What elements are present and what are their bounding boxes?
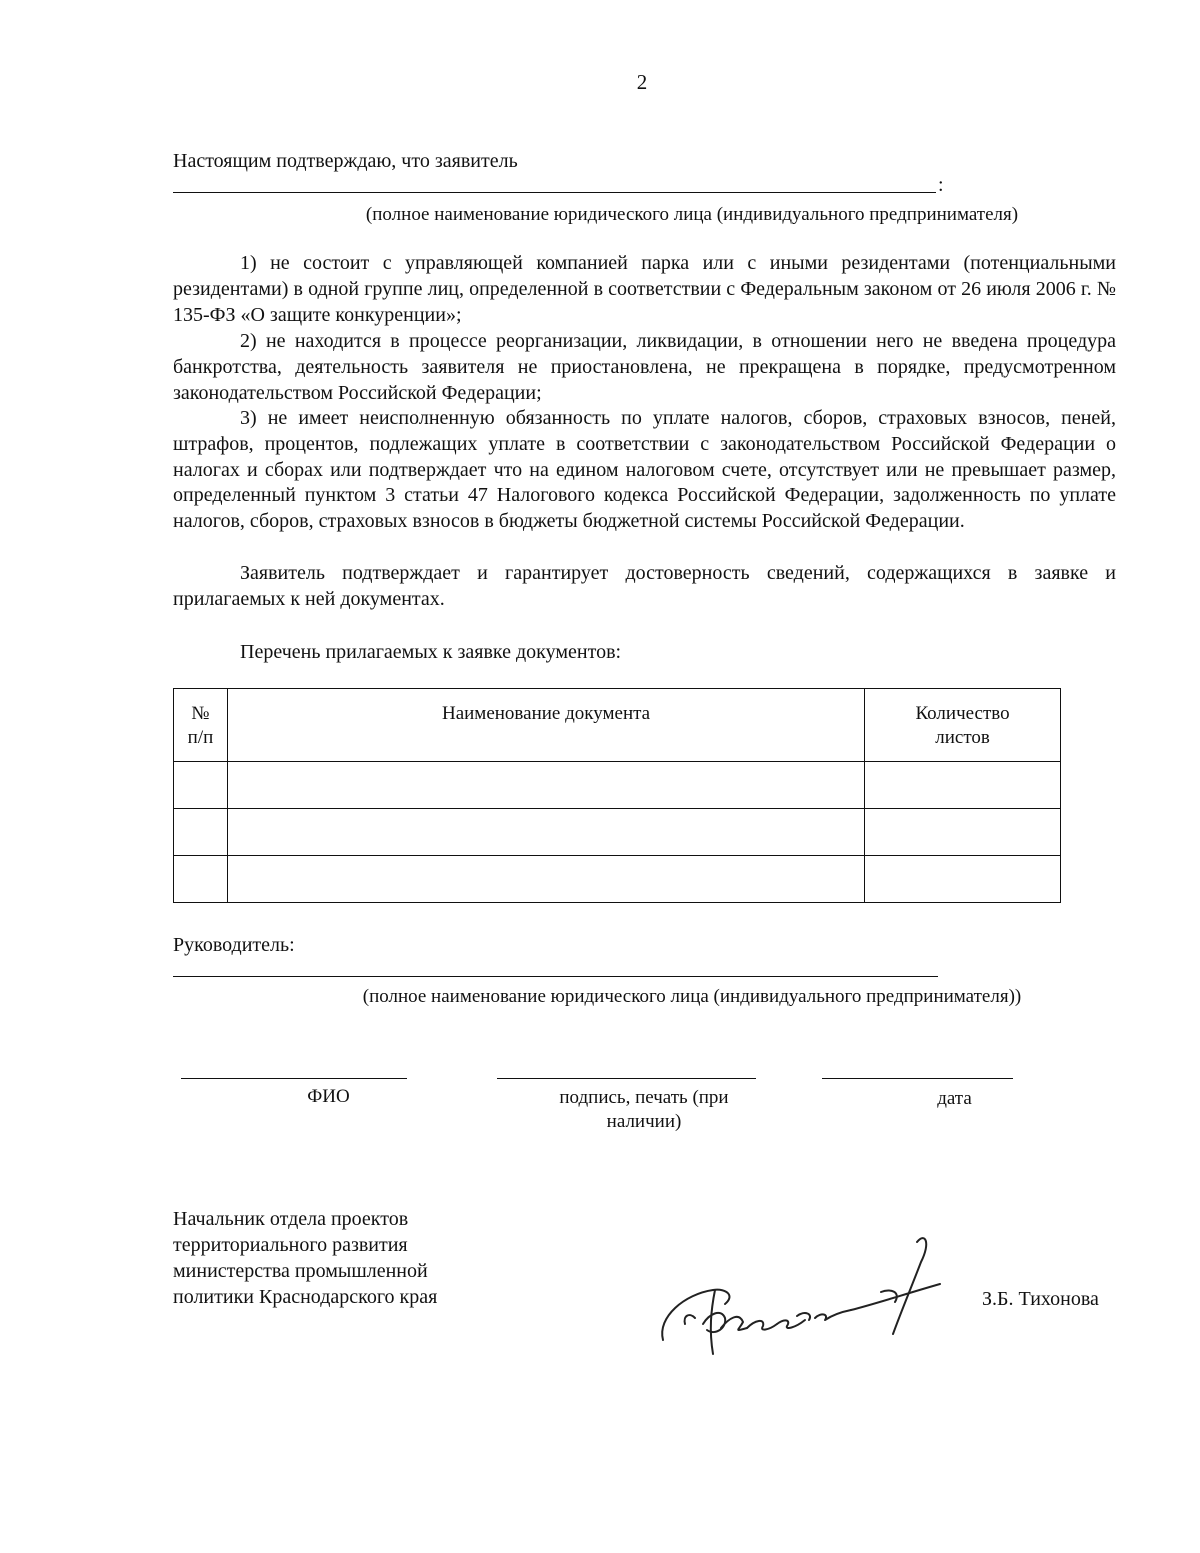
column-header-sheet-count <box>865 689 1061 762</box>
table-cell[interactable] <box>227 856 864 903</box>
column-header-sheet-count-text: Количество листов <box>915 703 1010 748</box>
documents-table <box>173 688 1061 903</box>
paragraph-3: 3) не имеет неисполненную обязанность по уплате налогов, сборов, страховых взносов, пеней, штрафов, процентов, подлежащих уплате в соответствии с законодательством Российской Федерации о налогах и сборах или подтверждает что на едином налоговом счете, отсутствует или не превышает размер, определенный пунктом 3 статьи 47 Налогового кодекса Российской Федерации, задолженность по уплате налогов, сборов, страховых взносов в бюджеты бюджетной системы Российской Федерации. <box>173 407 1116 533</box>
fio-label: ФИО <box>307 1086 350 1107</box>
column-header-number-text: № п/п <box>187 703 214 748</box>
table-cell[interactable] <box>174 809 228 856</box>
intro-text: Настоящим подтверждаю, что заявитель <box>173 150 518 172</box>
applicant-name-line <box>173 192 936 193</box>
table-row <box>174 762 1061 809</box>
column-header-number <box>174 689 228 762</box>
signer-position-line: территориального развития <box>173 1234 408 1256</box>
signer-position-line: Начальник отдела проектов <box>173 1208 409 1230</box>
table-cell[interactable] <box>174 856 228 903</box>
date-line <box>822 1078 1013 1079</box>
table-cell[interactable] <box>174 762 228 809</box>
head-label: Руководитель: <box>173 934 295 956</box>
table-cell[interactable] <box>865 762 1061 809</box>
handwritten-signature-icon <box>655 1232 955 1367</box>
signer-name: З.Б. Тихонова <box>982 1288 1099 1310</box>
table-cell[interactable] <box>227 762 864 809</box>
applicant-caption: (полное наименование юридического лица (индивидуального предпринимателя) <box>365 204 1019 225</box>
table-header-row <box>174 689 1061 762</box>
fio-line <box>181 1078 407 1079</box>
table-row <box>174 856 1061 903</box>
applicant-line-colon: : <box>938 174 944 196</box>
signer-position-line: политики Краснодарского края <box>173 1286 438 1308</box>
table-cell[interactable] <box>865 809 1061 856</box>
table-cell[interactable] <box>865 856 1061 903</box>
signer-position-line: министерства промышленной <box>173 1260 428 1282</box>
head-caption: (полное наименование юридического лица (индивидуального предпринимателя)) <box>362 986 1022 1007</box>
table-row <box>174 809 1061 856</box>
paragraph-2: 2) не находится в процессе реорганизации, ликвидации, в отношении него не введена процедура банкротства, деятельность заявителя не приостановлена, не прекращена в порядке, предусмотренном законодательством Российской Федерации; <box>173 330 1116 404</box>
date-label: дата <box>937 1088 972 1109</box>
signature-line <box>497 1078 756 1079</box>
column-header-document-name: Наименование документа <box>227 689 864 762</box>
page-number: 2 <box>636 70 648 94</box>
head-name-line <box>173 976 938 977</box>
table-cell[interactable] <box>227 809 864 856</box>
paragraph-4: Заявитель подтверждает и гарантирует достоверность сведений, содержащихся в заявке и прилагаемых к ней документах. <box>173 562 1116 610</box>
signer-position <box>173 1206 437 1310</box>
signature-label: подпись, печать (при наличии) <box>559 1087 729 1132</box>
paragraph-1: 1) не состоит с управляющей компанией парка или с иными резидентами (потенциальными резидентами) в одной группе лиц, определенной в соответствии с Федеральным законом от 26 июля 2006 г. № 135-ФЗ «О защите конкуренции»; <box>173 252 1116 326</box>
documents-list-title: Перечень прилагаемых к заявке документов: <box>240 641 622 663</box>
